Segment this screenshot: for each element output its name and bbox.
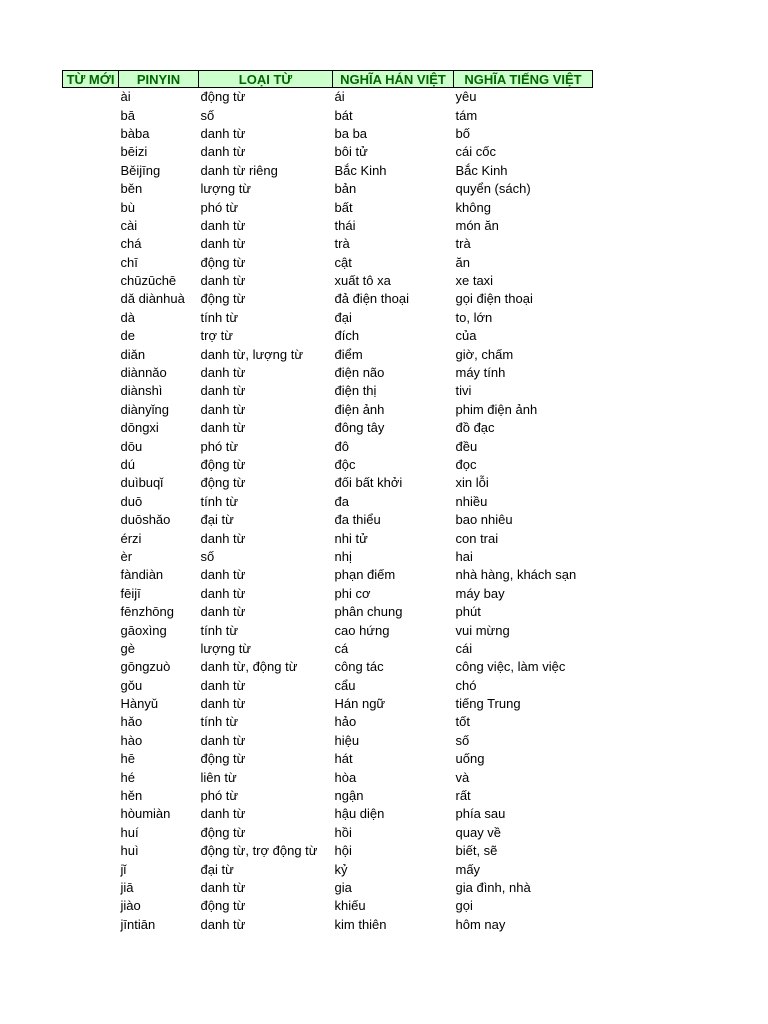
table-row: [63, 603, 593, 621]
pinyin-cell: diànyǐng: [120, 401, 169, 417]
pinyin-cell: chá: [120, 236, 142, 252]
pinyin-cell: dú: [120, 457, 135, 472]
word-cell: [63, 254, 119, 272]
table-row: [63, 548, 593, 566]
word-type-cell: danh từ: [200, 144, 246, 160]
word-type-cell: động từ: [200, 291, 246, 307]
word-type-cell: danh từ: [200, 125, 246, 141]
tieng-viet-cell: không: [455, 199, 491, 215]
tieng-viet-cell: tốt: [455, 714, 470, 730]
tieng-viet-cell: yêu: [455, 89, 477, 105]
table-row: [63, 345, 593, 363]
word-type-cell: động từ: [200, 824, 246, 840]
word-cell: [63, 456, 119, 474]
header-row: [63, 71, 593, 88]
tieng-viet-cell: gọi điện thoại: [455, 291, 533, 307]
word-cell: [63, 805, 119, 823]
word-cell: [63, 217, 119, 235]
han-viet-cell: đích: [334, 328, 360, 344]
table-row: [63, 585, 593, 603]
table-row: [63, 805, 593, 823]
han-viet-cell: ba ba: [334, 125, 368, 141]
tieng-viet-cell: máy tính: [455, 365, 506, 381]
pinyin-cell: gǒu: [120, 677, 143, 693]
word-type-cell: danh từ: [200, 217, 246, 233]
han-viet-cell: đa thiểu: [334, 512, 381, 528]
pinyin-cell: cài: [120, 217, 138, 233]
table-row: [63, 382, 593, 400]
word-type-cell: động từ: [200, 89, 246, 105]
pinyin-cell: chūzūchē: [120, 273, 177, 289]
word-type-cell: tính từ: [200, 309, 239, 325]
pinyin-cell: duōshǎo: [120, 512, 171, 528]
tieng-viet-cell: bố: [455, 125, 470, 141]
word-type-cell: tính từ: [200, 714, 239, 730]
han-viet-cell: Hán ngữ: [334, 696, 386, 712]
pinyin-cell: fēnzhōng: [120, 604, 174, 620]
pinyin-cell: diànshì: [120, 383, 163, 399]
word-type-cell: danh từ: [200, 530, 246, 546]
han-viet-cell: hồi: [334, 824, 352, 840]
word-cell: [63, 272, 119, 290]
tieng-viet-cell: ăn: [455, 254, 470, 270]
word-type-cell: động từ, trợ động từ: [200, 843, 318, 859]
word-type-cell: tính từ: [200, 622, 239, 638]
han-viet-cell: đại: [334, 309, 352, 325]
han-viet-cell: hội: [334, 843, 352, 859]
tieng-viet-cell: đều: [455, 438, 478, 454]
han-viet-cell: thái: [334, 217, 356, 233]
word-cell: [63, 180, 119, 198]
tieng-viet-cell: vui mừng: [455, 622, 510, 638]
tieng-viet-cell: phía sau: [455, 806, 506, 822]
pinyin-cell: hǎo: [120, 714, 143, 730]
pinyin-cell: huí: [120, 824, 139, 840]
han-viet-cell: độc: [334, 457, 356, 472]
table-row: [63, 327, 593, 345]
table-row: [63, 640, 593, 658]
table-row: [63, 217, 593, 235]
word-cell: [63, 603, 119, 621]
word-cell: [63, 713, 119, 731]
tieng-viet-cell: đọc: [455, 457, 477, 472]
word-type-cell: danh từ: [200, 383, 246, 399]
table-row: [63, 658, 593, 676]
word-type-cell: danh từ: [200, 806, 246, 822]
pinyin-cell: duìbuqǐ: [120, 475, 164, 491]
pinyin-cell: huì: [120, 843, 139, 859]
table-row: [63, 419, 593, 437]
pinyin-cell: gè: [120, 640, 135, 656]
table-row: [63, 732, 593, 750]
han-viet-cell: phi cơ: [334, 585, 371, 601]
tieng-viet-cell: chó: [455, 677, 477, 693]
table-row: [63, 916, 593, 934]
word-cell: [63, 860, 119, 878]
han-viet-cell: gia: [334, 879, 352, 895]
table-row: [63, 879, 593, 897]
han-viet-cell: phạn điếm: [334, 567, 396, 583]
table-row: [63, 401, 593, 419]
han-viet-cell: khiếu: [334, 898, 366, 914]
tieng-viet-cell: trà: [455, 236, 471, 252]
tieng-viet-cell: của: [455, 328, 477, 344]
pinyin-cell: érzi: [120, 530, 142, 546]
table-row: [63, 309, 593, 327]
word-cell: [63, 327, 119, 345]
word-cell: [63, 677, 119, 695]
han-viet-cell: phân chung: [334, 604, 403, 620]
table-row: [63, 474, 593, 492]
word-cell: [63, 658, 119, 676]
han-viet-cell: bôi tử: [334, 144, 368, 160]
word-cell: [63, 897, 119, 915]
pinyin-cell: èr: [120, 548, 133, 564]
tieng-viet-cell: máy bay: [455, 585, 505, 601]
table-row: [63, 897, 593, 915]
word-type-cell: động từ: [200, 457, 246, 472]
table-row: [63, 235, 593, 253]
tieng-viet-cell: phút: [455, 604, 481, 620]
word-type-cell: đại từ: [200, 861, 234, 877]
word-cell: [63, 511, 119, 529]
tieng-viet-cell: và: [455, 769, 470, 785]
word-cell: [63, 474, 119, 492]
table-row: [63, 566, 593, 584]
tieng-viet-cell: con trai: [455, 530, 499, 546]
word-cell: [63, 401, 119, 419]
word-cell: [63, 198, 119, 216]
han-viet-cell: đả điện thoại: [334, 291, 409, 307]
word-cell: [63, 548, 119, 566]
word-cell: [63, 106, 119, 124]
han-viet-cell: bất: [334, 199, 353, 215]
word-type-cell: danh từ: [200, 401, 246, 417]
word-type-cell: phó từ: [200, 199, 239, 215]
vocabulary-body: [63, 88, 593, 934]
table-row: [63, 437, 593, 455]
han-viet-cell: cá: [334, 640, 349, 656]
han-viet-cell: hòa: [334, 769, 357, 785]
han-viet-cell: hậu diện: [334, 806, 385, 822]
word-cell: [63, 824, 119, 842]
han-viet-cell: cẩu: [334, 677, 356, 693]
tieng-viet-cell: uống: [455, 751, 485, 767]
han-viet-cell: điểm: [334, 346, 363, 362]
han-viet-cell: điện thị: [334, 383, 377, 399]
word-cell: [63, 437, 119, 455]
word-cell: [63, 621, 119, 639]
tieng-viet-cell: to, lớn: [455, 309, 493, 325]
table-row: [63, 529, 593, 547]
tieng-viet-cell: hôm nay: [455, 916, 506, 932]
table-row: [63, 88, 593, 107]
word-cell: [63, 382, 119, 400]
header-word: TỪ MỚI: [63, 71, 119, 88]
word-type-cell: trợ từ: [200, 328, 233, 344]
pinyin-cell: Hànyǔ: [120, 696, 159, 712]
word-type-cell: danh từ: [200, 365, 246, 381]
pinyin-cell: bù: [120, 199, 135, 215]
word-type-cell: động từ: [200, 898, 246, 914]
word-cell: [63, 88, 119, 107]
han-viet-cell: cật: [334, 254, 352, 270]
han-viet-cell: đông tây: [334, 420, 385, 436]
han-viet-cell: trà: [334, 236, 350, 252]
pinyin-cell: dōngxi: [120, 420, 159, 436]
pinyin-cell: gāoxìng: [120, 622, 167, 638]
pinyin-cell: diànnǎo: [120, 365, 167, 381]
pinyin-cell: chī: [120, 254, 138, 270]
tieng-viet-cell: xin lỗi: [455, 475, 489, 491]
word-type-cell: danh từ: [200, 273, 246, 289]
pinyin-cell: jǐ: [120, 861, 127, 877]
table-row: [63, 456, 593, 474]
tieng-viet-cell: tivi: [455, 383, 472, 399]
tieng-viet-cell: gia đình, nhà: [455, 879, 531, 895]
word-cell: [63, 916, 119, 934]
pinyin-cell: bēizi: [120, 144, 148, 160]
table-row: [63, 768, 593, 786]
han-viet-cell: hát: [334, 751, 353, 767]
han-viet-cell: hảo: [334, 714, 357, 730]
han-viet-cell: ái: [334, 89, 345, 105]
tieng-viet-cell: quyển (sách): [455, 181, 531, 197]
han-viet-cell: đa: [334, 493, 349, 509]
pinyin-cell: Běijīng: [120, 162, 161, 178]
tieng-viet-cell: gọi: [455, 898, 473, 914]
word-cell: [63, 750, 119, 768]
tieng-viet-cell: món ăn: [455, 217, 499, 233]
han-viet-cell: hiệu: [334, 732, 360, 748]
tieng-viet-cell: biết, sẽ: [455, 843, 498, 859]
table-row: [63, 750, 593, 768]
word-type-cell: danh từ: [200, 604, 246, 620]
table-row: [63, 162, 593, 180]
han-viet-cell: điện não: [334, 365, 385, 381]
pinyin-cell: hào: [120, 732, 143, 748]
word-type-cell: động từ: [200, 254, 246, 270]
han-viet-cell: ngận: [334, 788, 364, 804]
word-type-cell: danh từ: [200, 677, 246, 693]
han-viet-cell: nhi tử: [334, 530, 368, 546]
header-han-viet: NGHĨA HÁN VIỆT: [333, 71, 454, 88]
header-tieng-viet: NGHĨA TIẾNG VIỆT: [454, 71, 593, 88]
table-row: [63, 125, 593, 143]
han-viet-cell: xuất tô xa: [334, 273, 391, 289]
pinyin-cell: ài: [120, 89, 131, 105]
han-viet-cell: đô: [334, 438, 349, 454]
tieng-viet-cell: rất: [455, 788, 471, 804]
tieng-viet-cell: nhiều: [455, 493, 488, 509]
word-type-cell: động từ: [200, 751, 246, 767]
word-type-cell: danh từ: [200, 732, 246, 748]
table-row: [63, 143, 593, 161]
word-type-cell: danh từ: [200, 696, 246, 712]
vocabulary-table: [62, 70, 593, 934]
han-viet-cell: công tác: [334, 659, 384, 675]
pinyin-cell: hē: [120, 751, 135, 767]
word-type-cell: tính từ: [200, 493, 239, 509]
han-viet-cell: kỷ: [334, 861, 348, 877]
pinyin-cell: diǎn: [120, 346, 146, 362]
han-viet-cell: đối bất khởi: [334, 475, 403, 491]
word-cell: [63, 125, 119, 143]
word-type-cell: danh từ: [200, 567, 246, 583]
pinyin-cell: běn: [120, 181, 143, 197]
table-row: [63, 842, 593, 860]
pinyin-cell: gōngzuò: [120, 659, 171, 675]
word-cell: [63, 493, 119, 511]
word-type-cell: số: [200, 107, 215, 123]
pinyin-cell: jīntiān: [120, 916, 156, 932]
pinyin-cell: bàba: [120, 125, 150, 141]
han-viet-cell: bát: [334, 107, 353, 123]
pinyin-cell: hòumiàn: [120, 806, 171, 822]
word-cell: [63, 290, 119, 308]
tieng-viet-cell: mấy: [455, 861, 481, 877]
han-viet-cell: điện ảnh: [334, 401, 385, 417]
word-type-cell: danh từ: [200, 879, 246, 895]
word-cell: [63, 879, 119, 897]
word-type-cell: lượng từ: [200, 181, 252, 197]
table-row: [63, 254, 593, 272]
word-type-cell: danh từ: [200, 236, 246, 252]
word-cell: [63, 695, 119, 713]
table-row: [63, 860, 593, 878]
word-type-cell: danh từ: [200, 585, 246, 601]
tieng-viet-cell: tiếng Trung: [455, 696, 521, 712]
table-row: [63, 364, 593, 382]
pinyin-cell: jiào: [120, 898, 141, 914]
word-cell: [63, 364, 119, 382]
table-row: [63, 290, 593, 308]
word-cell: [63, 235, 119, 253]
word-cell: [63, 640, 119, 658]
word-cell: [63, 345, 119, 363]
word-type-cell: đại từ: [200, 512, 234, 528]
word-type-cell: lượng từ: [200, 640, 252, 656]
word-cell: [63, 143, 119, 161]
tieng-viet-cell: giờ, chấm: [455, 346, 514, 362]
word-cell: [63, 585, 119, 603]
pinyin-cell: dǎ diànhuà: [120, 291, 185, 307]
tieng-viet-cell: đồ đạc: [455, 420, 495, 436]
table-row: [63, 621, 593, 639]
han-viet-cell: kim thiên: [334, 916, 387, 932]
word-type-cell: liên từ: [200, 769, 237, 785]
tieng-viet-cell: Bắc Kinh: [455, 162, 508, 178]
pinyin-cell: dà: [120, 309, 135, 325]
pinyin-cell: de: [120, 328, 135, 344]
han-viet-cell: cao hứng: [334, 622, 390, 638]
word-cell: [63, 566, 119, 584]
word-cell: [63, 162, 119, 180]
word-cell: [63, 842, 119, 860]
pinyin-cell: hé: [120, 769, 135, 785]
word-type-cell: danh từ, lượng từ: [200, 346, 304, 362]
tieng-viet-cell: quay về: [455, 824, 502, 840]
table-row: [63, 272, 593, 290]
table-row: [63, 713, 593, 731]
pinyin-cell: fàndiàn: [120, 567, 164, 583]
table-row: [63, 511, 593, 529]
word-type-cell: động từ: [200, 475, 246, 491]
header-word-type: LOẠI TỪ: [199, 71, 333, 88]
tieng-viet-cell: nhà hàng, khách sạn: [455, 567, 577, 583]
pinyin-cell: dōu: [120, 438, 143, 454]
pinyin-cell: duō: [120, 493, 143, 509]
header-pinyin: PINYIN: [119, 71, 199, 88]
tieng-viet-cell: bao nhiêu: [455, 512, 513, 528]
table-row: [63, 695, 593, 713]
word-cell: [63, 732, 119, 750]
word-cell: [63, 768, 119, 786]
table-row: [63, 493, 593, 511]
word-type-cell: danh từ, động từ: [200, 659, 298, 675]
tieng-viet-cell: xe taxi: [455, 273, 494, 289]
pinyin-cell: fēijī: [120, 585, 141, 601]
word-type-cell: danh từ riêng: [200, 162, 278, 178]
word-type-cell: phó từ: [200, 438, 239, 454]
word-type-cell: danh từ: [200, 420, 246, 436]
word-type-cell: số: [200, 548, 215, 564]
tieng-viet-cell: phim điện ảnh: [455, 401, 538, 417]
word-cell: [63, 309, 119, 327]
table-row: [63, 787, 593, 805]
table-row: [63, 106, 593, 124]
tieng-viet-cell: cái: [455, 640, 473, 656]
word-type-cell: danh từ: [200, 916, 246, 932]
table-row: [63, 198, 593, 216]
table-row: [63, 180, 593, 198]
word-cell: [63, 787, 119, 805]
tieng-viet-cell: số: [455, 732, 470, 748]
table-row: [63, 677, 593, 695]
han-viet-cell: bản: [334, 181, 357, 197]
table-row: [63, 824, 593, 842]
word-cell: [63, 419, 119, 437]
tieng-viet-cell: hai: [455, 548, 473, 564]
word-type-cell: phó từ: [200, 788, 239, 804]
han-viet-cell: nhị: [334, 548, 352, 564]
pinyin-cell: bā: [120, 107, 135, 123]
word-cell: [63, 529, 119, 547]
tieng-viet-cell: công việc, làm việc: [455, 659, 566, 675]
han-viet-cell: Bắc Kinh: [334, 162, 387, 178]
pinyin-cell: jiā: [120, 879, 134, 895]
tieng-viet-cell: tám: [455, 107, 478, 123]
pinyin-cell: hěn: [120, 788, 143, 804]
tieng-viet-cell: cái cốc: [455, 144, 496, 160]
